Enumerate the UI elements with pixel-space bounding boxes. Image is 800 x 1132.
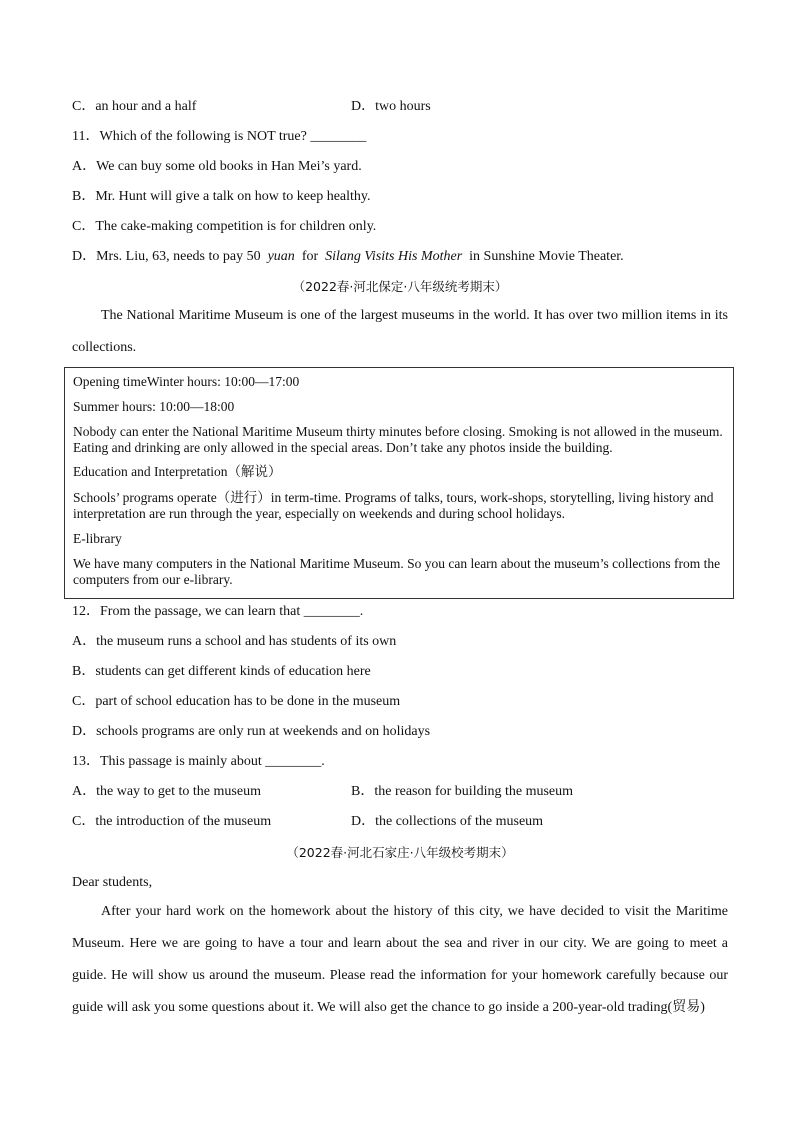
q12-option-c: C．part of school education has to be done in the museum [72, 694, 401, 709]
q11-option-d-part2: in Sunshine Movie Theater. [469, 249, 624, 264]
q12-option-a: A．the museum runs a school and has students of its own [72, 634, 397, 649]
q11-option-d-movie-title: Silang Visits His Mother [325, 249, 463, 264]
q13-option-b: B．the reason for building the museum [351, 784, 574, 799]
source-label-2: （2022春·河北石家庄·八年级校考期末） [286, 845, 514, 860]
q13-option-a: A．the way to get to the museum [72, 784, 261, 799]
museum-notice-box [64, 367, 734, 599]
q10-option-d: D．two hours [351, 99, 431, 114]
notice-education-heading: Education and Interpretation（解说） [73, 464, 282, 479]
notice-elibrary-text: We have many computers in the National Maritime Museum. So you can learn about the museum’s collections from the computers from our e-library. [73, 556, 721, 587]
notice-education-text: Schools’ programs operate（进行）in term-time. Programs of talks, tours, work-shops, storytelling, living history and interpretation are run through the year, especially on weekends and during school holidays. [73, 490, 714, 521]
letter-body: After your hard work on the homework about the history of this city, we have decided to visit the Maritime Museum. Here we are going to have a tour and learn about the sea and river in our city. We are going to meet a guide. He will show us around the museum. Please read the information for your homework carefully because our guide will ask you some questions about it. We will also get the chance to go inside a 200-year-old trading(贸易) [72, 904, 728, 1015]
q11-option-c: C．The cake-making competition is for children only. [72, 219, 377, 234]
q11-option-b: B．Mr. Hunt will give a talk on how to keep healthy. [72, 189, 371, 204]
notice-opening-time: Opening timeWinter hours: 10:00—17:00 [73, 374, 300, 389]
q12-option-b: B．students can get different kinds of education here [72, 664, 371, 679]
q13-option-d: D．the collections of the museum [351, 814, 544, 829]
q11-option-d-part1: D．Mrs. Liu, 63, needs to pay 50 [72, 249, 261, 264]
notice-summer-hours: Summer hours: 10:00—18:00 [73, 399, 235, 414]
q10-option-c: C．an hour and a half [72, 99, 197, 114]
q12-stem: 12．From the passage, we can learn that ________. [72, 604, 364, 619]
intro-paragraph: The National Maritime Museum is one of the largest museums in the world. It has over two million items in its collections. [72, 308, 728, 355]
notice-rules: Nobody can enter the National Maritime Museum thirty minutes before closing. Smoking is not allowed in the museum. Eating and drinking are only allowed in the special areas. Don’t take any photos inside the building. [73, 424, 723, 455]
q11-stem: 11．Which of the following is NOT true? ________ [72, 129, 367, 144]
letter-salutation: Dear students, [72, 875, 153, 890]
q11-option-d-yuan: yuan [267, 249, 295, 264]
q11-option-d-for: for [301, 249, 319, 264]
q12-option-d: D．schools programs are only run at weekends and on holidays [72, 724, 431, 739]
q11-option-d [72, 249, 624, 265]
notice-elibrary-heading: E-library [73, 531, 122, 546]
q11-option-a: A．We can buy some old books in Han Mei’s yard. [72, 159, 362, 174]
q13-option-c: C．the introduction of the museum [72, 814, 272, 829]
source-label-1: （2022春·河北保定·八年级统考期末） [292, 279, 508, 294]
q13-stem: 13．This passage is mainly about ________. [72, 754, 325, 769]
